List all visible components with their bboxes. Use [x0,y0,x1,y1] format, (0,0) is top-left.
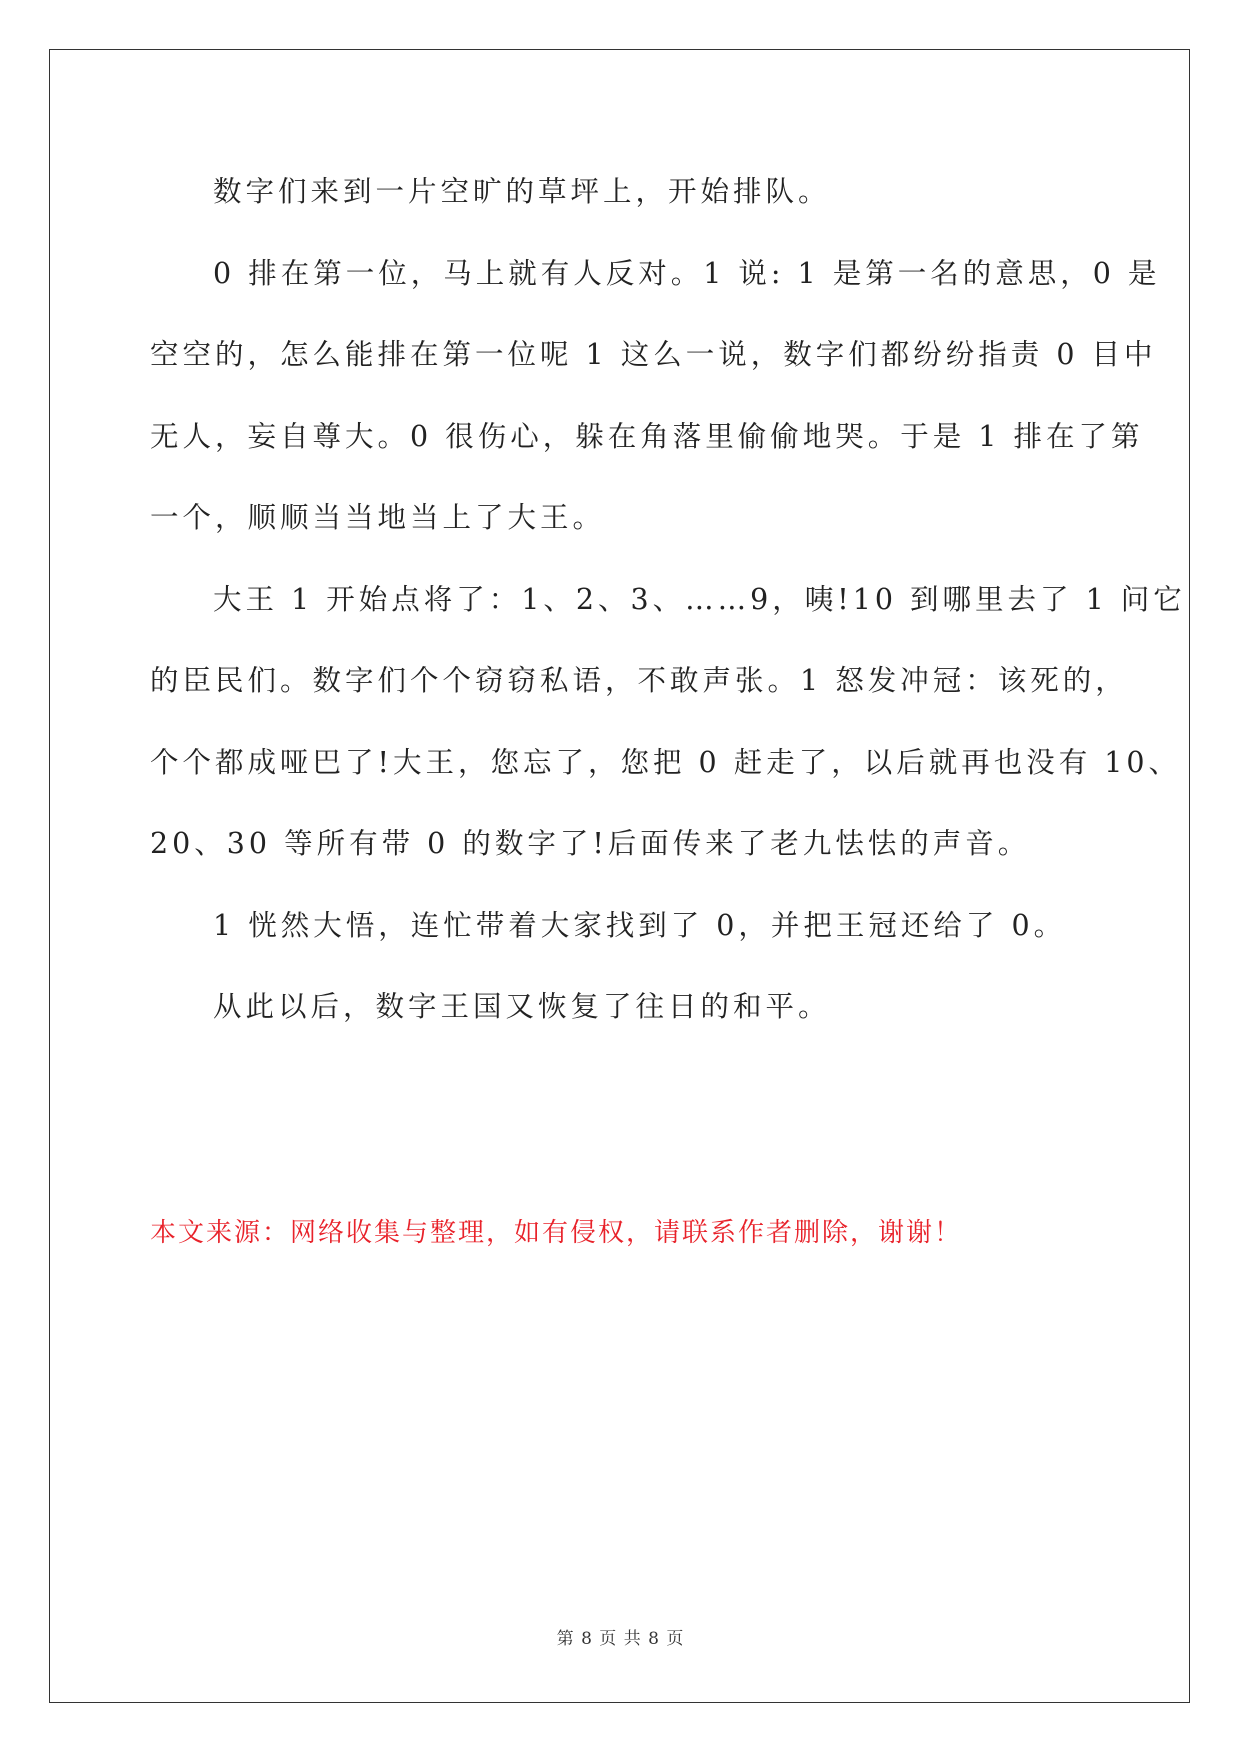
paragraph-line: 从此以后，数字王国又恢复了往日的和平。 [213,990,831,1023]
page-number: 第 8 页 共 8 页 [556,1629,685,1649]
paragraph-line: 的臣民们。数字们个个窃窃私语，不敢声张。1 怒发冲冠：该死的， [150,664,1128,697]
paragraph-line: 个个都成哑巴了!大王，您忘了，您把 0 赶走了，以后就再也没有 10、 [150,746,1182,779]
page-border [49,49,1190,1703]
paragraph-line: 0 排在第一位，马上就有人反对。1 说: 1 是第一名的意思，0 是 [213,257,1161,290]
paragraph-line: 无人，妄自尊大。0 很伤心，躲在角落里偷偷地哭。于是 1 排在了第 [150,420,1144,453]
paragraph-line: 1 恍然大悟，连忙带着大家找到了 0，并把王冠还给了 0。 [213,909,1067,942]
source-note: 本文来源：网络收集与整理，如有侵权，请联系作者删除，谢谢！ [150,1218,963,1248]
paragraph-line: 数字们来到一片空旷的草坪上，开始排队。 [213,175,831,208]
paragraph-line: 一个，顺顺当当地当上了大王。 [150,501,606,534]
paragraph-line: 大王 1 开始点将了：1、2、3、……9，咦!10 到哪里去了 1 问它 [213,583,1186,616]
paragraph-line: 20、30 等所有带 0 的数字了!后面传来了老九怯怯的声音。 [150,827,1031,860]
paragraph-line: 空空的，怎么能排在第一位呢 1 这么一说，数字们都纷纷指责 0 目中 [150,338,1157,371]
